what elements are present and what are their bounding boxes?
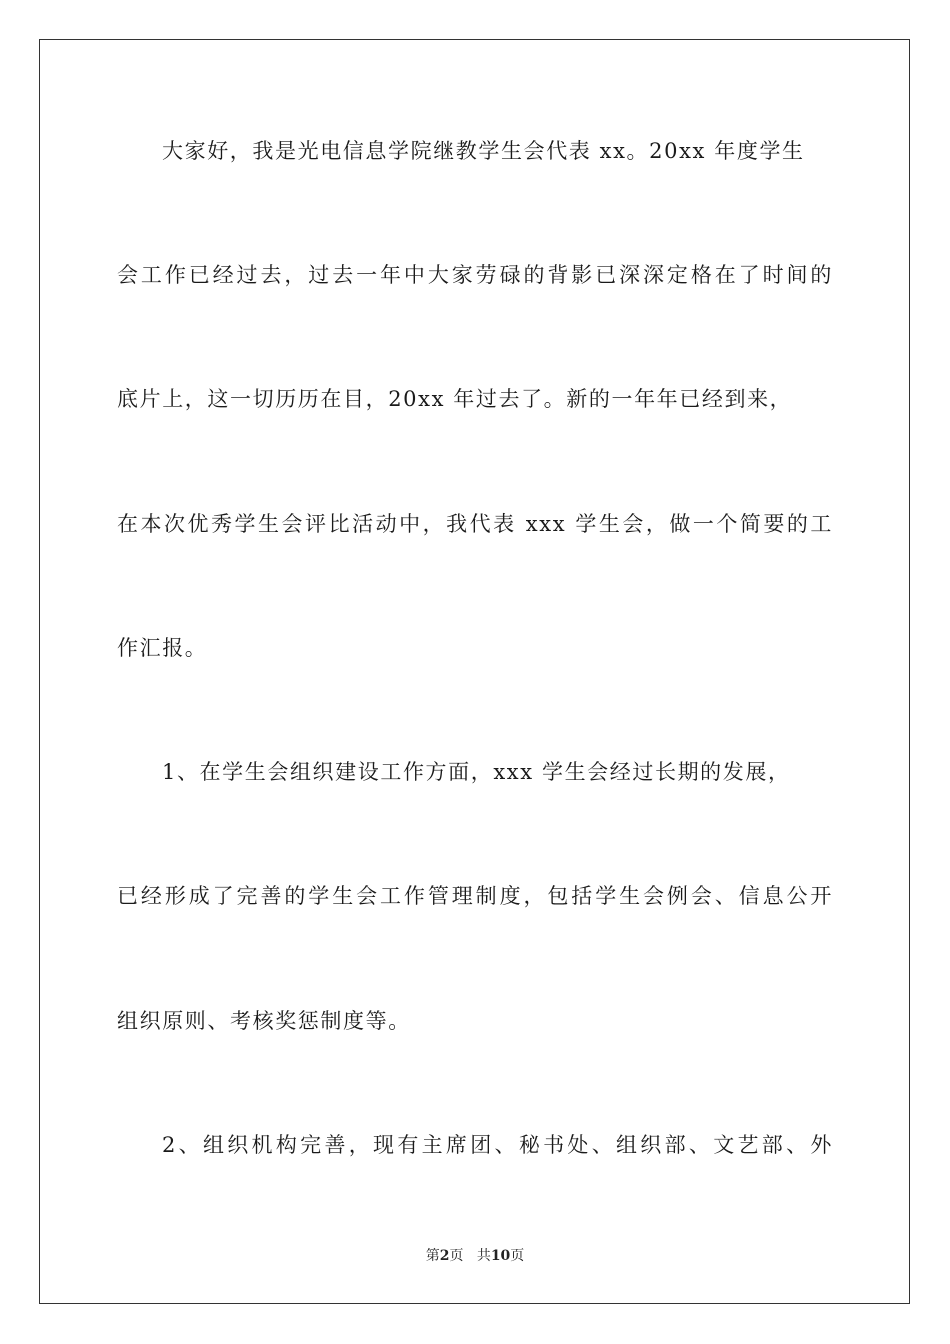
paragraph-2-line-1: 1、在学生会组织建设工作方面，xxx 学生会经过长期的发展， xyxy=(162,760,791,784)
paragraph-1-line-3: 底片上，这一切历历在目，20xx 年过去了。新的一年年已经到来， xyxy=(117,387,793,411)
page-prefix: 第 xyxy=(425,1248,440,1264)
paragraph-3-line-1: 2、组织机构完善，现有主席团、秘书处、组织部、文艺部、外 xyxy=(162,1133,833,1157)
total-pages: 10 xyxy=(490,1248,511,1264)
paragraph-2-line-3: 组织原则、考核奖惩制度等。 xyxy=(117,1009,411,1033)
paragraph-1-line-5: 作汇报。 xyxy=(117,636,208,660)
paragraph-1-line-4: 在本次优秀学生会评比活动中，我代表 xxx 学生会，做一个简要的工 xyxy=(117,512,833,536)
page-footer xyxy=(0,1246,950,1266)
paragraph-1-line-2: 会工作已经过去，过去一年中大家劳碌的背影已深深定格在了时间的 xyxy=(117,263,833,287)
page-number: 2 xyxy=(439,1248,450,1264)
paragraph-2-line-2: 已经形成了完善的学生会工作管理制度，包括学生会例会、信息公开 xyxy=(117,884,833,908)
paragraph-1-line-1: 大家好，我是光电信息学院继教学生会代表 xx。20xx 年度学生 xyxy=(162,139,805,163)
page-border xyxy=(39,39,910,1304)
total-unit: 页 xyxy=(510,1248,525,1264)
total-prefix: 共 xyxy=(476,1248,491,1264)
page-unit: 页 xyxy=(449,1248,464,1264)
